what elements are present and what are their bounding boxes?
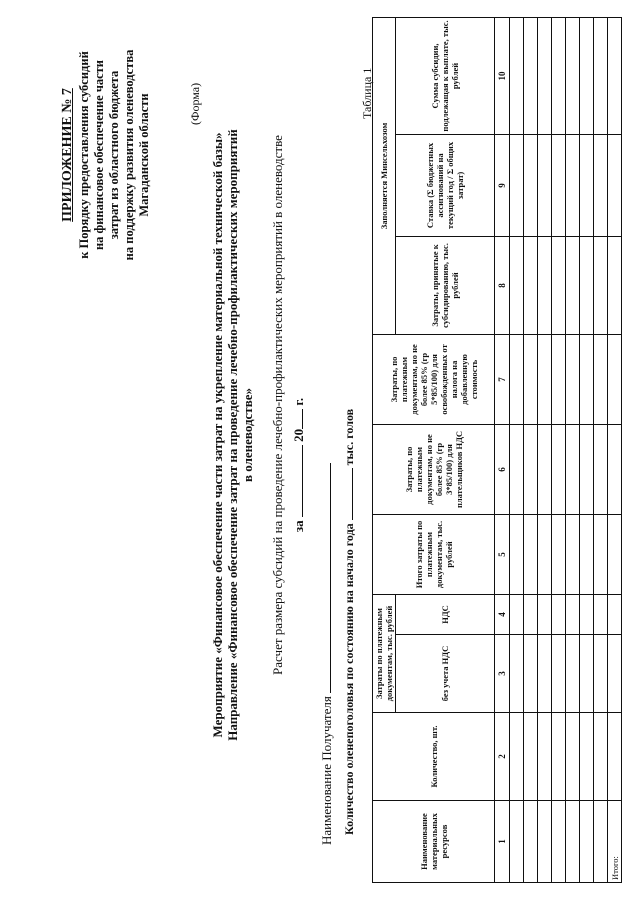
deer-count-blank [342, 468, 353, 520]
table-cell [580, 17, 594, 134]
direction-line: Направление «Финансовое обеспечение затрат на проведение лечебно-профилактических мероприятий [225, 129, 240, 741]
recipient-blank [318, 463, 331, 693]
year-blank [290, 409, 303, 429]
table-cell [608, 334, 622, 424]
header-ministry-group: Заполняется Минсельхозом [373, 17, 396, 334]
table-cell [538, 236, 552, 334]
table-cell [580, 134, 594, 236]
table-cell [510, 594, 524, 634]
table-cell [594, 801, 608, 883]
table-cell [538, 713, 552, 801]
table-cell [580, 635, 594, 713]
header-total: Итого затраты по платежным документам, тыс. рублей [373, 514, 495, 594]
period-line [290, 265, 307, 665]
column-number: 10 [495, 17, 510, 134]
table-cell [594, 134, 608, 236]
table-cell [552, 594, 566, 634]
appendix-block [60, 5, 152, 305]
table-cell [608, 514, 622, 594]
column-number: 5 [495, 514, 510, 594]
table-row [594, 17, 608, 882]
table-cell [580, 713, 594, 801]
table-cell [538, 334, 552, 424]
table-cell [538, 424, 552, 514]
table-cell [552, 236, 566, 334]
table-cell [566, 514, 580, 594]
subsidy-table [372, 17, 622, 883]
table-cell [524, 334, 538, 424]
table-cell [580, 594, 594, 634]
total-label: Итого: [608, 801, 622, 883]
table-row [538, 17, 552, 882]
table-cell [580, 236, 594, 334]
table-cell [538, 514, 552, 594]
table-cell [594, 424, 608, 514]
column-number: 4 [495, 594, 510, 634]
event-line: Мероприятие «Финансовое обеспечение части затрат на укрепление материальной технической базы» [210, 132, 225, 738]
appendix-line: Магаданской области [137, 93, 151, 217]
table-cell [594, 514, 608, 594]
header-subsidy: Сумма субсидии, подлежащая к выплате, тыс. рублей [396, 17, 495, 134]
table-cell [552, 424, 566, 514]
column-number: 2 [495, 713, 510, 801]
header-name: Наименование материальных ресурсов [373, 801, 495, 883]
header-vat: НДС [396, 594, 495, 634]
table-cell [608, 635, 622, 713]
table-cell [608, 134, 622, 236]
appendix-number: ПРИЛОЖЕНИЕ № 7 [60, 88, 75, 222]
table-cell [608, 424, 622, 514]
period-suffix: г. [291, 397, 306, 406]
table-cell [552, 334, 566, 424]
table-cell [608, 17, 622, 134]
table-cell [552, 801, 566, 883]
table-cell [566, 236, 580, 334]
table-cell [510, 236, 524, 334]
table-cell [566, 801, 580, 883]
direction-line-cont: в оленеводстве» [240, 388, 255, 483]
table-cell [580, 424, 594, 514]
table-cell [566, 134, 580, 236]
table-cell [510, 514, 524, 594]
header-costs-85-exempt: Затраты, по платежным документам, но не более 85% (гр 5*85/100) для освобожденных от налога на добавленную стоимость [373, 334, 495, 424]
table-cell [608, 713, 622, 801]
table-cell [566, 334, 580, 424]
table-cell [538, 635, 552, 713]
table-cell [510, 801, 524, 883]
column-number: 3 [495, 635, 510, 713]
table-cell [594, 594, 608, 634]
column-number: 7 [495, 334, 510, 424]
period-prefix: за [291, 520, 306, 533]
table-cell [524, 17, 538, 134]
header-quantity: Количество, шт. [373, 713, 495, 801]
events-heading [210, 5, 255, 865]
table-cell [594, 635, 608, 713]
table-cell [594, 17, 608, 134]
period-blank [290, 445, 303, 517]
table-row [566, 17, 580, 882]
deer-count-label: Количество оленепоголовья по состоянию на начало года [342, 523, 356, 835]
appendix-line: затрат из областного бюджета [107, 70, 121, 240]
column-number: 6 [495, 424, 510, 514]
form-label: (Форма) [188, 82, 202, 125]
table-cell [566, 17, 580, 134]
deer-count-unit: тыс. голов [342, 408, 356, 466]
table-row [524, 17, 538, 882]
table-cell [566, 594, 580, 634]
table-cell [524, 801, 538, 883]
recipient-line [318, 463, 335, 845]
header-rate: Ставка (Σ бюджетных ассигнований на текущий год / Σ общих затрат) [396, 134, 495, 236]
header-costs-group: Затраты по платежным документам, тыс. рублей [373, 594, 396, 712]
table-cell [580, 801, 594, 883]
table-label: Таблица 1 [360, 67, 374, 119]
deer-count-line [342, 409, 357, 835]
total-row [608, 17, 622, 882]
column-number: 8 [495, 236, 510, 334]
table-cell [580, 334, 594, 424]
column-number: 9 [495, 134, 510, 236]
table-cell [510, 713, 524, 801]
table-cell [510, 17, 524, 134]
appendix-line: на поддержку развития оленеводства [122, 49, 136, 261]
table-cell [524, 514, 538, 594]
table-cell [566, 635, 580, 713]
table-cell [594, 236, 608, 334]
table-cell [552, 134, 566, 236]
calculation-title: Расчет размера субсидий на проведение лечебно-профилактических мероприятий в оленеводстве [270, 135, 285, 675]
column-number: 1 [495, 801, 510, 883]
table-cell [552, 514, 566, 594]
table-cell [538, 134, 552, 236]
table-cell [524, 635, 538, 713]
table-cell [510, 635, 524, 713]
recipient-label: Наименование Получателя [319, 696, 334, 845]
table-cell [524, 594, 538, 634]
header-without-vat: без учета НДС [396, 635, 495, 713]
table-cell [552, 17, 566, 134]
table-cell [510, 134, 524, 236]
table-row [580, 17, 594, 882]
table-cell [524, 424, 538, 514]
table-cell [594, 713, 608, 801]
appendix-line: к Порядку предоставления субсидий [77, 51, 91, 259]
table-cell [552, 713, 566, 801]
table-cell [594, 334, 608, 424]
table-cell [524, 713, 538, 801]
table-cell [608, 236, 622, 334]
period-year: 20 [291, 428, 306, 442]
header-costs-85-vat: Затраты, по платежным документам, но не более 85% (гр 3*85/100) для плательщиков НДС [373, 424, 495, 514]
table-cell [538, 801, 552, 883]
table-cell [566, 713, 580, 801]
table-cell [580, 514, 594, 594]
table-row [552, 17, 566, 882]
table-cell [510, 334, 524, 424]
appendix-line: на финансовое обеспечение части [92, 59, 106, 251]
header-accepted: Затраты, принятые к субсидированию, тыс. рублей [396, 236, 495, 334]
table-cell [524, 236, 538, 334]
table-cell [608, 594, 622, 634]
table-cell [566, 424, 580, 514]
table-cell [510, 424, 524, 514]
table-cell [552, 635, 566, 713]
table-cell [538, 17, 552, 134]
table-cell [524, 134, 538, 236]
table-cell [538, 594, 552, 634]
table-row [510, 17, 524, 882]
